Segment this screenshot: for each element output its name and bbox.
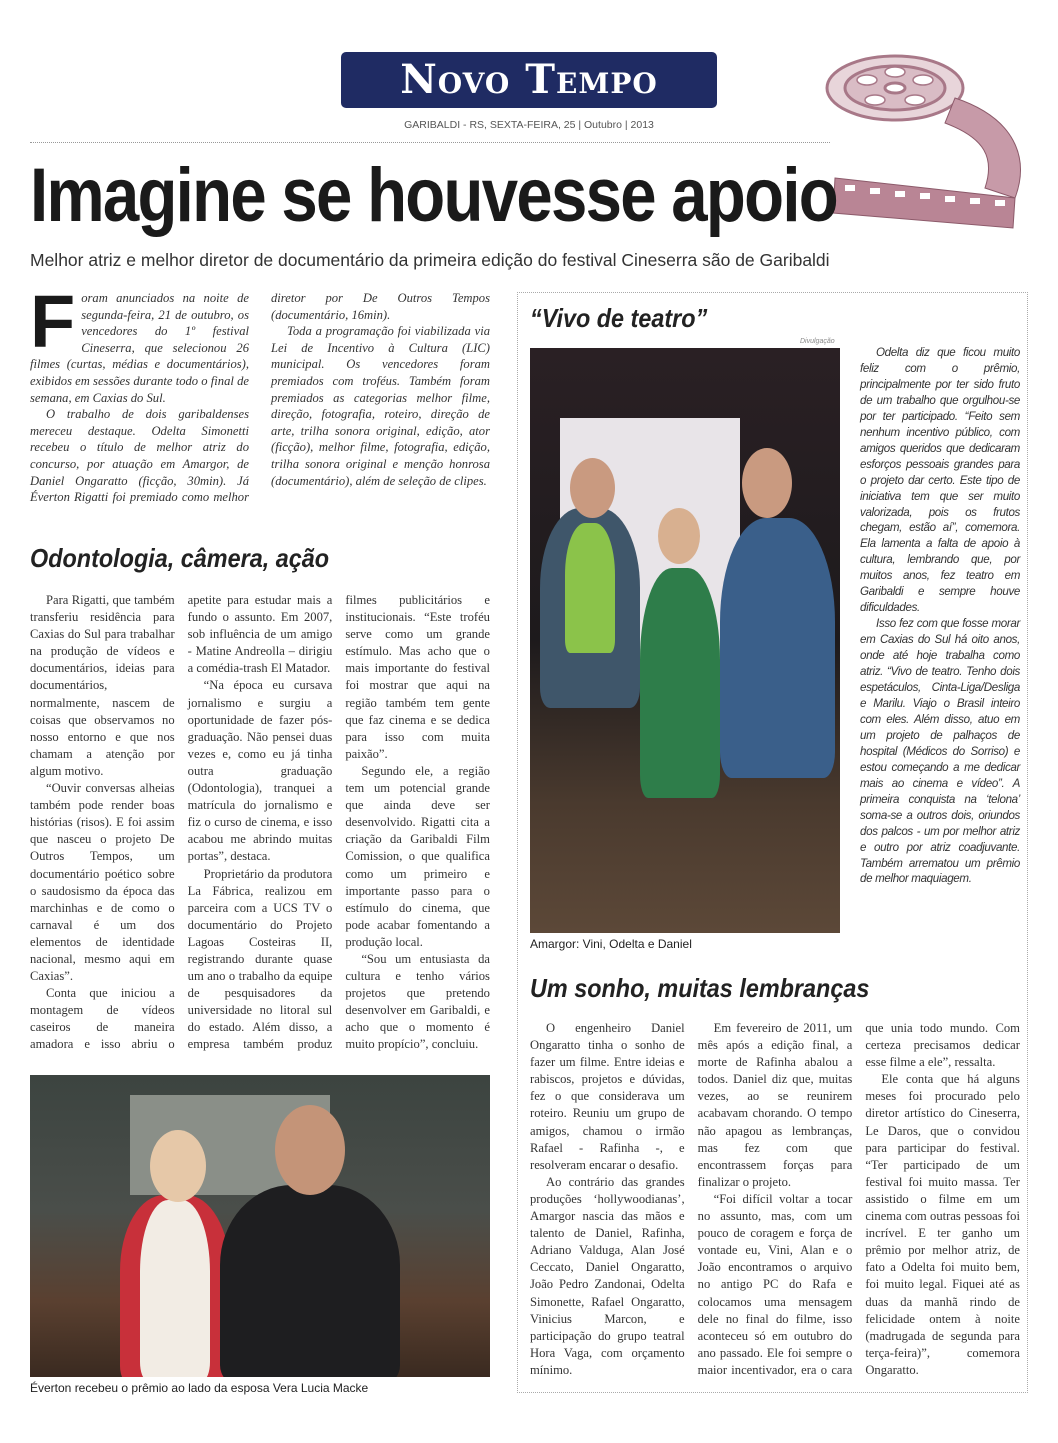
film-reel-icon bbox=[815, 28, 1035, 238]
odelta-figure bbox=[640, 568, 720, 798]
man-head bbox=[275, 1105, 345, 1195]
newspaper-logo: Novo Tempo bbox=[341, 52, 717, 108]
header-divider bbox=[30, 142, 830, 143]
intro-paragraph: Foram anunciados na noite de segunda-feira, 21 de outubro, os vencedores do 1º festival Cineserra, que selecionou 26 filmes (curtas, médias e documentários), exibidos em sessões durante todo o final de semana, em Caxias do Sul. bbox=[30, 280, 249, 405]
white-blouse bbox=[140, 1200, 210, 1377]
odelta-head bbox=[658, 508, 700, 564]
article-paragraph: Odelta diz que ficou muito feliz com o prêmio, principalmente por ter sido fruto de um trabalho que orgulhou-se por ter participado. “Feito sem nenhum incentivo público, com amigos queridos que dedicaram esforços pessoais grandes para o projeto dar certo. Este tipo de iniciativa tem que ser muito valorizada, pois os frutos chegam, estão aí”, comemora. Ela lamenta a falta de apoio à cultura, lembrando que, por muitos anos, fez teatro em Garibaldi e sempre houve dificuldades. bbox=[860, 346, 1020, 615]
photo-vini-odelta-daniel bbox=[530, 348, 840, 933]
intro-article bbox=[30, 280, 490, 520]
article-paragraph: “Foi difícil voltar a tocar no assunto, mas, com um pouco de coragem e força de vontade eu, Vini, Alan e o João encontramos o arquivo no antigo PC do Rafa e colocamos uma mensagem dele no final do filme, isso aconteceu só em outubro do ano passado. Ele foi sempre o maior incentivador, era o cara que unia todo mundo. Com certeza precisamos dedicar esse filme a ele”, ressalta. bbox=[697, 1021, 1020, 1377]
subheadline: Melhor atriz e melhor diretor de documentário da primeira edição do festival Cineserra são de Garibaldi bbox=[30, 250, 830, 270]
headline: Imagine se houvesse apoio bbox=[30, 153, 837, 238]
article-paragraph: Segundo ele, a região tem um potencial grande que ainda deve ser desenvolvido. Rigatti cita a criação da Garibaldi Film Comission, o que qualifica como um primeiro e importante passo para o estímulo do cinema, que pode acabar fomentando a produção local. bbox=[345, 763, 490, 949]
article-paragraph: Proprietário da produtora La Fábrica, realizou em parceira com a UCS TV o documentário do Projeto Lagoas Costeiras II, registrando durante quase um ano o trabalho da equipe de pesquisadores da universidade no litoral sul do estado. Além disso, a empresa também produz filmes publicitários e institucionais. “Este troféu serve como um grande estímulo. Mas acho que o mais importante do festival foi mostrar que aqui na região também tem gente que faz cinema e se dedica para isso com muita paixão”. bbox=[187, 593, 490, 1052]
dateline: GARIBALDI - RS, SEXTA-FEIRA, 25 | Outubro | 2013 bbox=[404, 119, 654, 131]
odontologia-article bbox=[30, 592, 490, 1067]
photo-everton-and-wife bbox=[30, 1075, 490, 1377]
vivo-de-teatro-article bbox=[860, 345, 1020, 887]
article-paragraph: Ao contrário das grandes produções ‘hollywoodianas’, Amargor nascia das mãos e talento de Daniel, Rafinha, Adriano Valduga, Alan José Ceccato, Daniel Ongaratto, João Pedro Zandonai, Odelta Simonette, Rafael Ongaratto, Vinicius Marcon, e participação do grupo teatral Hora Vaga, com orçamento mínimo. bbox=[530, 1174, 685, 1377]
article-paragraph: Conta que iniciou a montagem de vídeos caseiros de maneira amadora e isso abriu o apetite para estudar mais a fundo o assunto. Em 2007, sob influência de um amigo - Matine Andreolla – dirigiu a comédia-trash El Matador. bbox=[30, 593, 333, 1052]
article-paragraph: Em fevereiro de 2011, um mês após a edição final, a morte de Rafinha abalou a todos. Daniel diz que, muitas vezes, ao se reunirem acabavam chorando. O tempo não apagou as lembranças, mas fez com que encontrassem forças para finalizar o projeto. bbox=[697, 1021, 853, 1189]
section-heading-odontologia: Odontologia, câmera, ação bbox=[30, 543, 330, 573]
intro-paragraph: Toda a programação foi viabilizada via Lei de Incentivo à Cultura (LIC) municipal. Os vencedores foram premiados com troféus. Também foram premiados as categorias melhor filme, direção, fotografia, roteiro, direção de arte, trilha sonora original, edição, ator (ficção), melhor filme, fotografia, edição, trilha sonora original e menção honrosa (documentário), além de seleção de clipes. bbox=[271, 324, 490, 488]
drop-cap: F bbox=[30, 280, 76, 363]
section-heading-um-sonho: Um sonho, muitas lembranças bbox=[530, 973, 870, 1003]
daniel-figure bbox=[720, 518, 835, 778]
article-paragraph: Isso fez com que fosse morar em Caxias do Sul há oito anos, onde até hoje trabalha como atriz. “Vivo de teatro. Tenho dois espetáculos, Cinta-Liga/Desliga e Marilu. Viajo o Brasil inteiro com eles. Além disso, atuo em um projeto de palhaços de hospital (Médicos do Sorriso) e estou começando a me dedicar mais ao cinema e vídeo”. A primeira conquista na ‘telona’ soma-se a outros dois, oriundos dos palcos - um por melhor atriz e outro por atriz coadjuvante. Também arrematou um prêmio de melhor maquiagem. bbox=[860, 617, 1020, 886]
article-paragraph: O engenheiro Daniel Ongaratto tinha o sonho de fazer um filme. Entre ideias e rabiscos, projetos e dúvidas, fez o que considerava um roteiro. Reuniu um grupo de amigos, chamou o irmão Rafael - Rafinha -, e resolveram encarar o desafio. bbox=[530, 1021, 685, 1172]
article-paragraph: “Ouvir conversas alheias também pode render boas histórias (risos). E foi assim que nasceu o projeto De Outros Tempos, um documentário poético sobre o saudosismo da época das marchinhas e de como o carnaval é um dos elementos de identidade nacional, mesmo aqui em Caxias”. bbox=[30, 781, 175, 984]
section-heading-vivo-de-teatro: “Vivo de teatro” bbox=[530, 303, 708, 333]
um-sonho-article bbox=[530, 1020, 1020, 1390]
intro-paragraph: O trabalho de dois garibaldenses mereceu destaque. Odelta Simonetti recebeu o título de melhor atriz do concurso, por atuação em Amargor, de Daniel Ongaratto (ficção, 30min). Já Éverton Rigatti foi premiado como melhor diretor por De Outros Tempos (documentário, 16min). bbox=[30, 291, 490, 505]
green-shirt bbox=[565, 523, 615, 653]
article-paragraph: “Sou um entusiasta da cultura e tenho vários projetos que pretendo desenvolver em Garibaldi, e acho que o momento é muito propício”, concluiu. bbox=[345, 951, 490, 1052]
photo-credit: Divulgação bbox=[800, 338, 835, 345]
photo-caption: Amargor: Vini, Odelta e Daniel bbox=[530, 937, 692, 951]
article-paragraph: Para Rigatti, que também transferiu residência para Caxias do Sul para trabalhar na produção de vídeos e documentários, ideias para documentários, normalmente, nascem de coisas que observamos no nosso entorno e que nos chamam a atenção por algum motivo. bbox=[30, 593, 175, 778]
article-paragraph: Ele conta que há alguns meses foi procurado pelo diretor artístico do Cineserra, Le Daros, que o convidou para participar do festival. “Ter participado de um festival foi muito massa. Ter assistido o filme em um cinema com outras pessoas foi incrível. E ter ganho um prêmio por melhor atriz, de fato a Odelta foi muito bem, foi muito legal. Fiquei até as duas da manhã rindo de felicidade ontem à noite (madrugada de segunda para terça-feira)”, comemora Ongaratto. bbox=[865, 1072, 1020, 1377]
article-paragraph: “Na época eu cursava jornalismo e surgiu a oportunidade de fazer pós-graduação. Não pensei duas vezes e, como eu já tinha outra graduação (Odontologia), tranquei a matrícula do jornalismo e fiz o curso de cinema, e isso acabou me abrindo muitas portas”, destaca. bbox=[187, 678, 333, 864]
man-figure bbox=[220, 1185, 400, 1377]
photo-caption: Éverton recebeu o prêmio ao lado da esposa Vera Lucia Macke bbox=[30, 1381, 369, 1395]
daniel-head bbox=[742, 448, 792, 518]
vini-head bbox=[570, 458, 615, 518]
woman-head bbox=[150, 1130, 206, 1202]
